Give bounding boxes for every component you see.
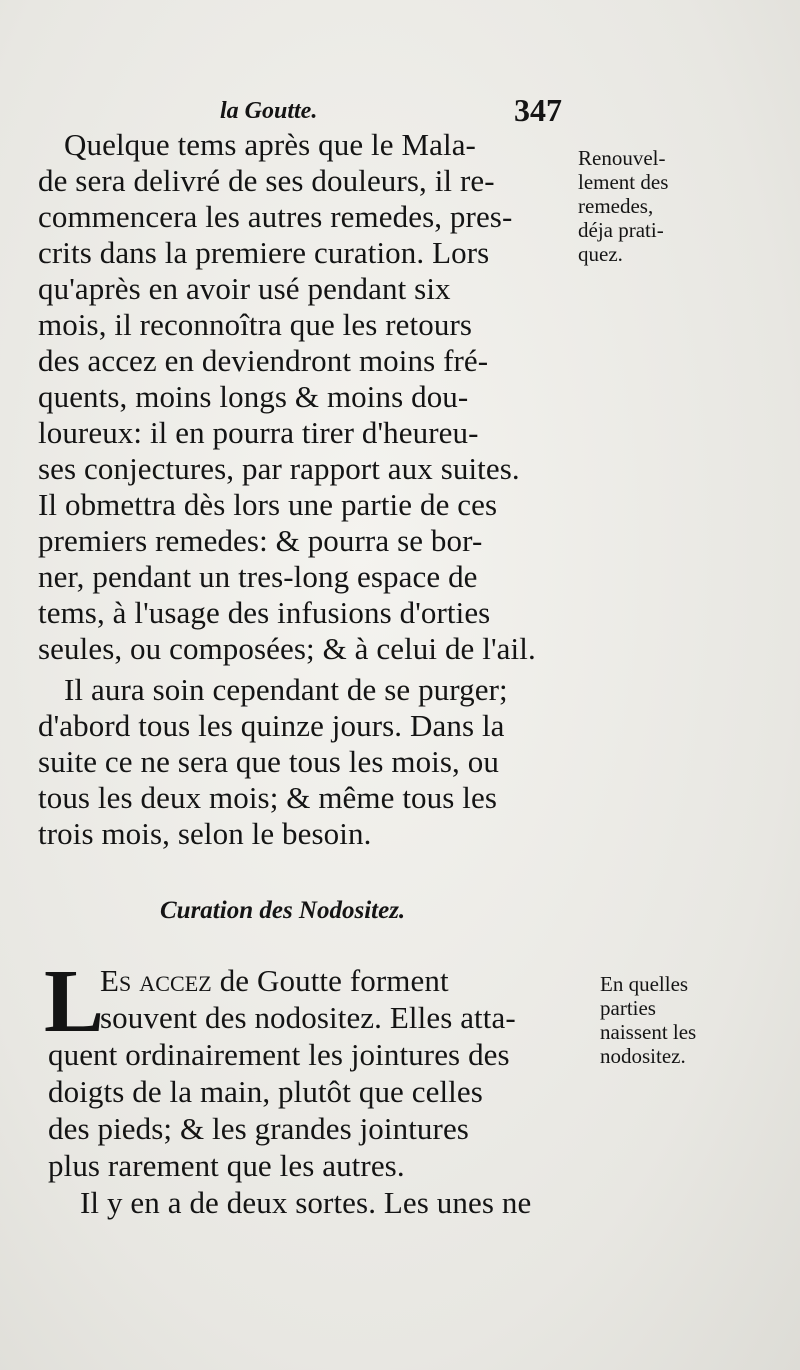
- text-line: ses conjectures, par rapport aux suites.: [38, 451, 520, 486]
- section-heading: Curation des Nodositez.: [160, 897, 406, 924]
- text-line: doigts de la main, plutôt que celles: [48, 1074, 483, 1109]
- text-line: des accez en deviendront moins fré-: [38, 343, 489, 378]
- margin-note-nodosities: [600, 972, 740, 1068]
- margin-note-line: nodositez.: [600, 1044, 686, 1068]
- text-line: loureux: il en pourra tirer d'heureu-: [38, 415, 479, 450]
- text-line: Il aura soin cependant de se purger;: [64, 672, 508, 707]
- text-line: trois mois, selon le besoin.: [38, 816, 372, 851]
- text-line: mois, il reconnoîtra que les retours: [38, 307, 473, 342]
- text-line: des pieds; & les grandes jointures: [48, 1111, 469, 1146]
- text-fragment: de Goutte forment: [211, 963, 449, 998]
- small-caps-text: Es accez: [100, 963, 212, 998]
- text-line: commencera les autres remedes, pres-: [38, 199, 513, 234]
- margin-note-line: Renouvel-: [578, 146, 666, 170]
- text-line: plus rarement que les autres.: [48, 1148, 405, 1183]
- text-line: suite ce ne sera que tous les mois, ou: [38, 744, 499, 779]
- text-line: Quelque tems après que le Mala-: [64, 127, 476, 162]
- text-line: Il obmettra dès lors une partie de ces: [38, 487, 498, 522]
- text-line: qu'après en avoir usé pendant six: [38, 271, 451, 306]
- margin-note-line: En quelles: [600, 972, 689, 996]
- margin-note-line: parties: [600, 996, 656, 1020]
- text-line: souvent des nodositez. Elles atta-: [100, 1000, 516, 1035]
- page-header: [220, 92, 570, 132]
- margin-note-line: quez.: [578, 242, 623, 266]
- margin-note-renewal: [578, 146, 718, 266]
- running-head: la Goutte.: [220, 98, 318, 124]
- text-line: ner, pendant un tres-long espace de: [38, 559, 478, 594]
- text-line: quent ordinairement les jointures des: [48, 1037, 510, 1072]
- margin-note-line: naissent les: [600, 1020, 697, 1044]
- text-line: premiers remedes: & pourra se bor-: [38, 523, 483, 558]
- margin-note-line: lement des: [578, 170, 669, 194]
- text-line: tous les deux mois; & même tous les: [38, 780, 497, 815]
- text-line: [100, 962, 590, 999]
- text-line: tems, à l'usage des infusions d'orties: [38, 595, 491, 630]
- text-line: de sera delivré de ses douleurs, il re-: [38, 163, 495, 198]
- drop-cap: L: [44, 952, 105, 1051]
- paragraph-purge: [38, 672, 583, 852]
- paragraph-nodosities: [48, 962, 590, 1221]
- page-number: 347: [514, 92, 562, 128]
- text-line: d'abord tous les quinze jours. Dans la: [38, 708, 505, 743]
- text-line: crits dans la premiere curation. Lors: [38, 235, 490, 270]
- paragraph-renewal: [38, 127, 583, 667]
- margin-note-line: remedes,: [578, 194, 654, 218]
- text-line: Il y en a de deux sortes. Les unes ne: [80, 1185, 532, 1220]
- text-line: quents, moins longs & moins dou-: [38, 379, 469, 414]
- margin-note-line: déja prati-: [578, 218, 664, 242]
- text-line: seules, ou composées; & à celui de l'ail.: [38, 631, 536, 666]
